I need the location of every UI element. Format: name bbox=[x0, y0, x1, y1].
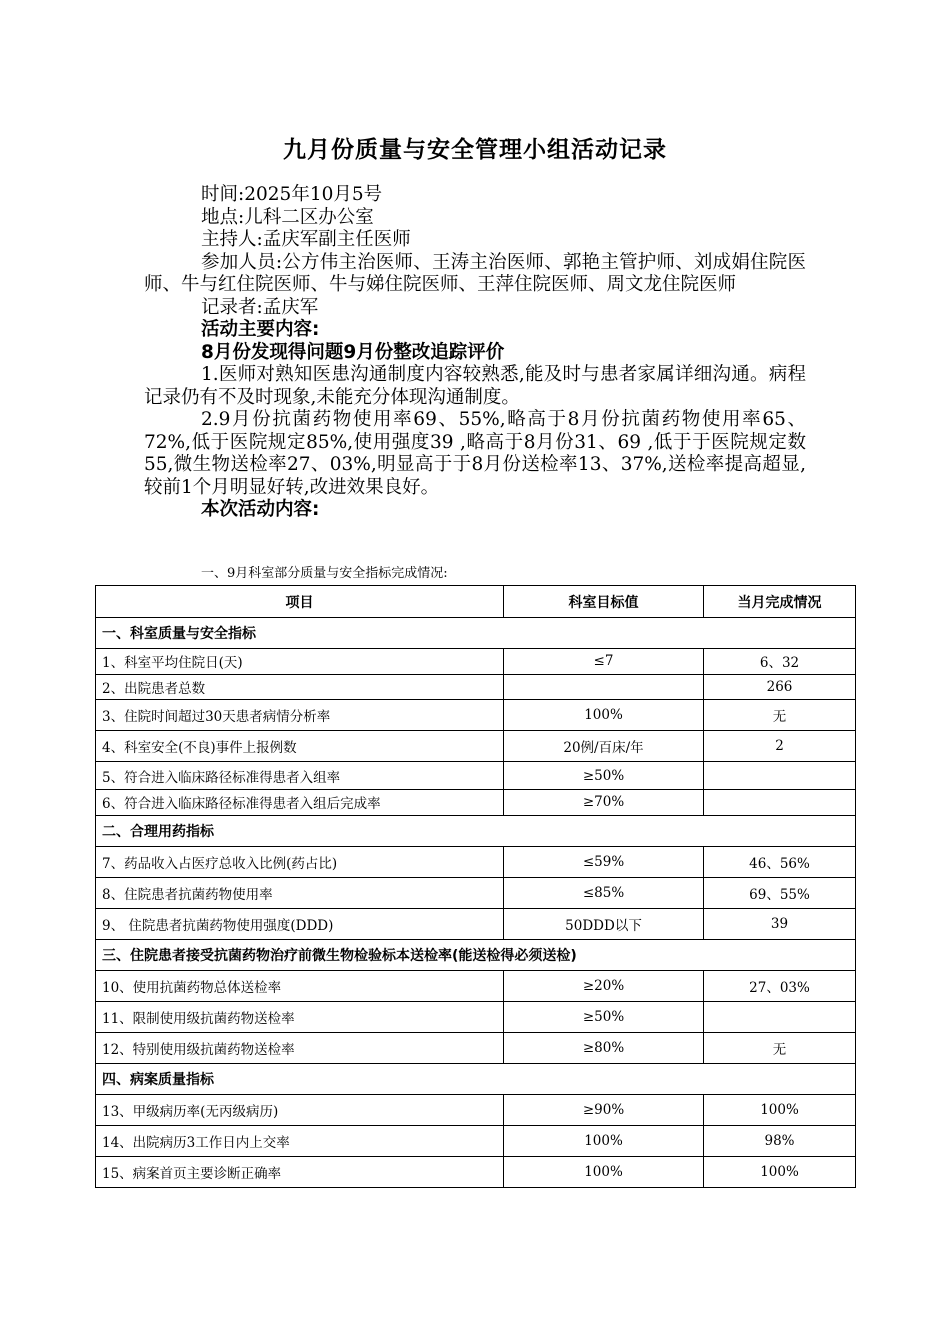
row-actual: 98% bbox=[704, 1125, 856, 1156]
row-actual bbox=[704, 790, 856, 816]
meeting-participants: 参加人员:公方伟主治医师、王涛主治医师、郭艳主管护师、刘成娟住院医师、牛与红住院医师、牛与娣住院医师、王萍住院医师、周文龙住院医师 bbox=[144, 251, 806, 295]
table-section-row bbox=[96, 618, 856, 649]
table-row bbox=[96, 970, 856, 1001]
row-item: 7、药品收入占医疗总收入比例(药占比) bbox=[96, 846, 504, 877]
table-row bbox=[96, 790, 856, 816]
record-body bbox=[144, 184, 806, 522]
paragraph-1: 1.医师对熟知医患沟通制度内容较熟悉,能及时与患者家属详细沟通。病程记录仍有不及时现象,未能充分体现沟通制度。 bbox=[144, 364, 806, 408]
table-row bbox=[96, 674, 856, 700]
row-actual: 2 bbox=[704, 731, 856, 762]
table-section-row bbox=[96, 1063, 856, 1094]
section-label: 一、科室质量与安全指标 bbox=[96, 618, 856, 649]
meeting-recorder: 记录者:孟庆军 bbox=[201, 296, 319, 318]
row-actual: 69、55% bbox=[704, 877, 856, 908]
row-item: 6、符合进入临床路径标准得患者入组后完成率 bbox=[96, 790, 504, 816]
row-actual: 266 bbox=[704, 674, 856, 700]
header-actual: 当月完成情况 bbox=[704, 586, 856, 618]
table-row bbox=[96, 846, 856, 877]
indicator-table bbox=[95, 585, 856, 1188]
row-target: ≥80% bbox=[504, 1032, 704, 1063]
table-row bbox=[96, 1156, 856, 1187]
row-actual: 39 bbox=[704, 908, 856, 939]
table-row bbox=[96, 649, 856, 675]
table-row bbox=[96, 1125, 856, 1156]
table-row bbox=[96, 1001, 856, 1032]
row-target: 100% bbox=[504, 700, 704, 731]
row-item: 13、甲级病历率(无丙级病历) bbox=[96, 1094, 504, 1125]
table-row bbox=[96, 1032, 856, 1063]
page-title: 九月份质量与安全管理小组活动记录 bbox=[283, 137, 667, 163]
row-actual: 无 bbox=[704, 700, 856, 731]
row-item: 15、病案首页主要诊断正确率 bbox=[96, 1156, 504, 1187]
row-target: ≥20% bbox=[504, 970, 704, 1001]
table-section-row bbox=[96, 815, 856, 846]
section-this-heading: 本次活动内容: bbox=[201, 499, 320, 520]
row-target: ≥70% bbox=[504, 790, 704, 816]
row-target: ≥90% bbox=[504, 1094, 704, 1125]
table-row bbox=[96, 908, 856, 939]
paragraph-2: 2.9月份抗菌药物使用率69、55%,略高于8月份抗菌药物使用率65、72%,低于医院规定85%,使用强度39 ,略高于8月份31、69 ,低于于医院规定数55,微生物送检率27、03%,明显高于于8月份送检率13、37%,送检率提高超显,较前1个月明显好转,改进效果良好。 bbox=[144, 409, 806, 498]
row-target: 100% bbox=[504, 1156, 704, 1187]
meeting-host: 主持人:孟庆军副主任医师 bbox=[201, 229, 411, 250]
row-target: ≤85% bbox=[504, 877, 704, 908]
meeting-place: 地点:儿科二区办公室 bbox=[201, 206, 374, 228]
table-row bbox=[96, 700, 856, 731]
section-main-heading: 活动主要内容: bbox=[201, 319, 320, 340]
aug-followup-heading: 8月份发现得问题9月份整改追踪评价 bbox=[201, 341, 505, 363]
table-row bbox=[96, 731, 856, 762]
header-target: 科室目标值 bbox=[504, 586, 704, 618]
table-row bbox=[96, 1094, 856, 1125]
table-section-row bbox=[96, 939, 856, 970]
row-item: 12、特别使用级抗菌药物送检率 bbox=[96, 1032, 504, 1063]
row-actual bbox=[704, 1001, 856, 1032]
row-item: 11、限制使用级抗菌药物送检率 bbox=[96, 1001, 504, 1032]
row-item: 4、科室安全(不良)事件上报例数 bbox=[96, 731, 504, 762]
row-item: 8、住院患者抗菌药物使用率 bbox=[96, 877, 504, 908]
row-actual: 100% bbox=[704, 1156, 856, 1187]
row-actual: 无 bbox=[704, 1032, 856, 1063]
row-actual: 27、03% bbox=[704, 970, 856, 1001]
row-item: 2、出院患者总数 bbox=[96, 674, 504, 700]
row-actual: 6、32 bbox=[704, 649, 856, 675]
row-target bbox=[504, 674, 704, 700]
row-target: ≤7 bbox=[504, 649, 704, 675]
row-item: 5、符合进入临床路径标准得患者入组率 bbox=[96, 762, 504, 790]
row-actual: 46、56% bbox=[704, 846, 856, 877]
table-intro: 一、9月科室部分质量与安全指标完成情况: bbox=[201, 566, 448, 581]
section-label: 三、住院患者接受抗菌药物治疗前微生物检验标本送检率(能送检得必须送检) bbox=[96, 939, 856, 970]
header-item: 项目 bbox=[96, 586, 504, 618]
row-item: 14、出院病历3工作日内上交率 bbox=[96, 1125, 504, 1156]
row-item: 3、住院时间超过30天患者病情分析率 bbox=[96, 700, 504, 731]
row-item: 1、科室平均住院日(天) bbox=[96, 649, 504, 675]
table-header-row bbox=[96, 586, 856, 618]
table-row bbox=[96, 877, 856, 908]
section-label: 二、合理用药指标 bbox=[96, 815, 856, 846]
row-target: 50DDD以下 bbox=[504, 908, 704, 939]
section-label: 四、病案质量指标 bbox=[96, 1063, 856, 1094]
row-target: 20例/百床/年 bbox=[504, 731, 704, 762]
row-item: 9、 住院患者抗菌药物使用强度(DDD) bbox=[96, 908, 504, 939]
row-actual bbox=[704, 762, 856, 790]
row-target: ≤59% bbox=[504, 846, 704, 877]
meeting-time: 时间:2025年10月5号 bbox=[201, 184, 383, 205]
row-item: 10、使用抗菌药物总体送检率 bbox=[96, 970, 504, 1001]
row-target: ≥50% bbox=[504, 762, 704, 790]
row-actual: 100% bbox=[704, 1094, 856, 1125]
row-target: ≥50% bbox=[504, 1001, 704, 1032]
table-row bbox=[96, 762, 856, 790]
row-target: 100% bbox=[504, 1125, 704, 1156]
